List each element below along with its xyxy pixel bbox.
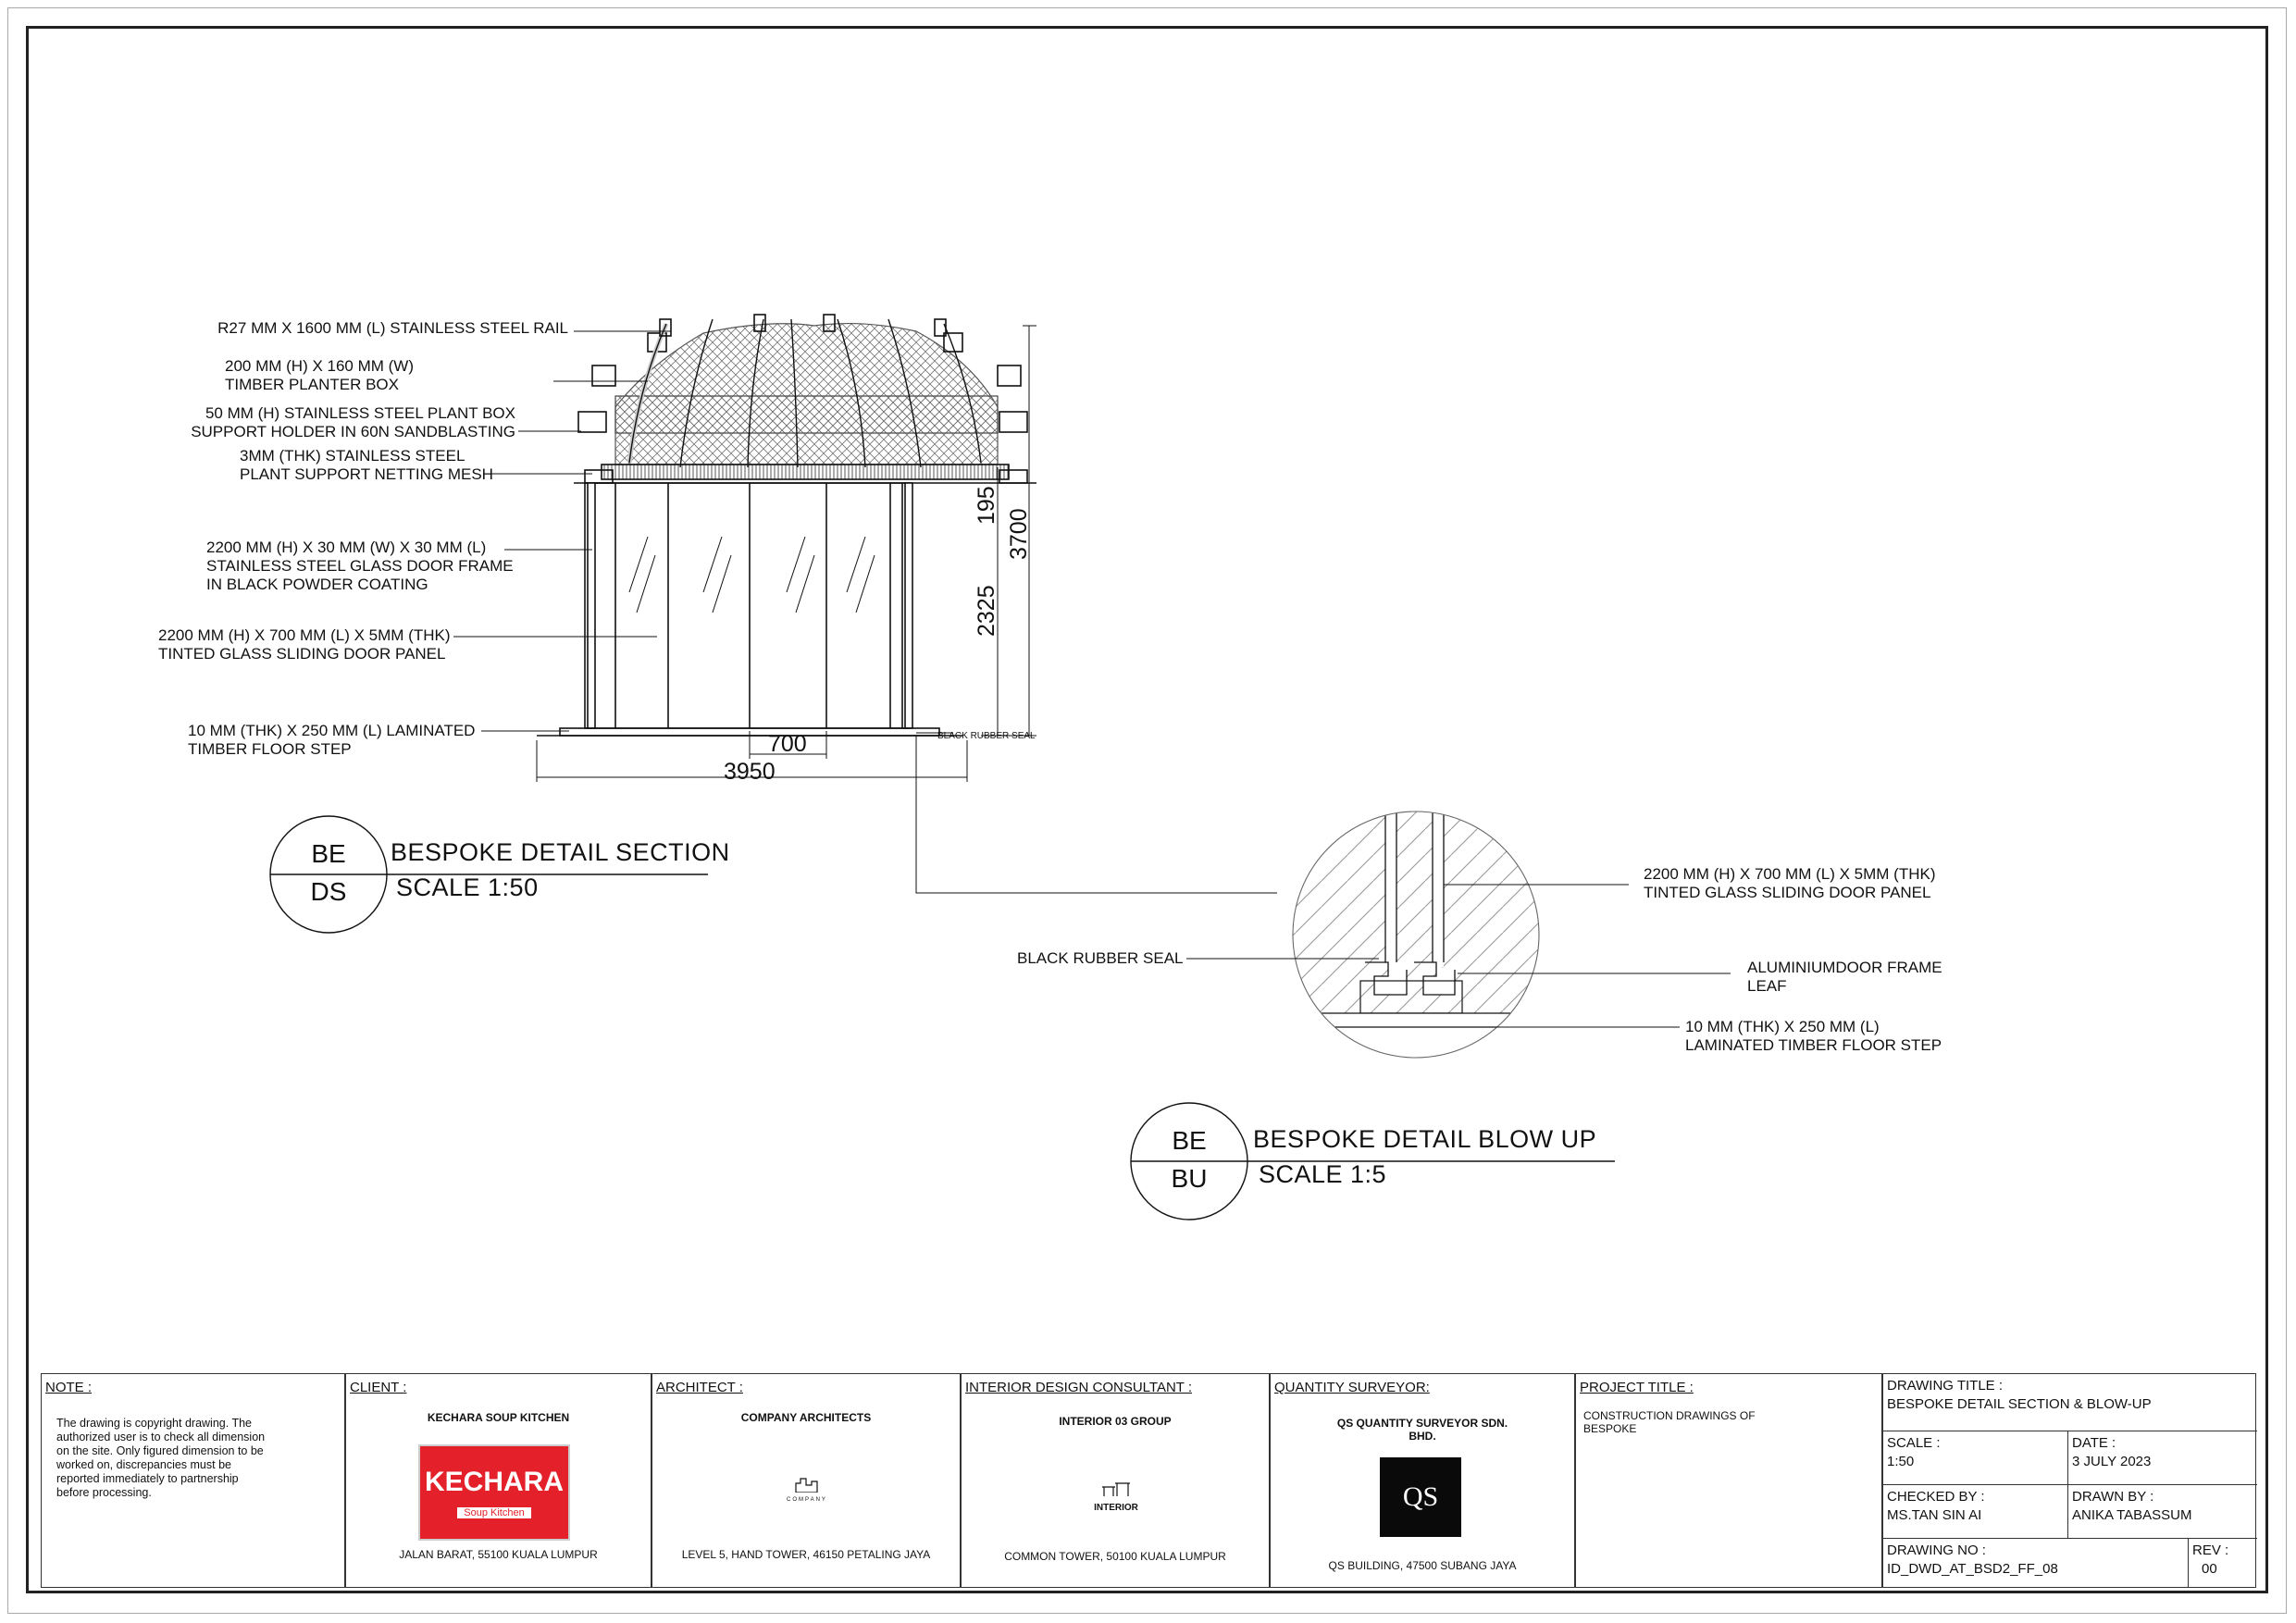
blowup-tag-bottom: BU <box>1171 1164 1208 1193</box>
tb-note-head: NOTE : <box>45 1380 93 1395</box>
tb-date-cell <box>2068 1431 2257 1485</box>
label-timber-planter-box: 200 MM (H) X 160 MM (W) TIMBER PLANTER BOX <box>225 357 415 393</box>
tb-architect-address: LEVEL 5, HAND TOWER, 46150 PETALING JAYA <box>681 1548 931 1561</box>
blowup-title: BESPOKE DETAIL BLOW UP <box>1253 1125 1597 1153</box>
tb-interior <box>961 1373 1270 1588</box>
tb-project <box>1575 1373 1882 1588</box>
tb-qs-address: QS BUILDING, 47500 SUBANG JAYA <box>1328 1559 1517 1572</box>
dim-3700: 3700 <box>1006 508 1032 560</box>
tb-scale-value: 1:50 <box>1887 1454 1915 1469</box>
label-tinted-glass-panel: 2200 MM (H) X 700 MM (L) X 5MM (THK) TINTED GLASS SLIDING DOOR PANEL <box>158 626 451 663</box>
planter-dome <box>615 324 998 465</box>
kechara-logo-sub: Soup Kitchen <box>457 1507 531 1518</box>
tb-drawing-info <box>1882 1373 2256 1588</box>
kechara-logo <box>418 1444 570 1541</box>
tb-scale-cell <box>1883 1431 2068 1485</box>
tb-drawing-title-label: DRAWING TITLE : <box>1887 1378 2004 1394</box>
tb-client-address: JALAN BARAT, 55100 KUALA LUMPUR <box>399 1548 598 1561</box>
company-logo-text: COMPANY <box>787 1497 827 1503</box>
section-tag-bottom: DS <box>310 877 347 906</box>
tb-rev-cell <box>2189 1539 2257 1587</box>
label-netting-mesh: 3MM (THK) STAINLESS STEEL PLANT SUPPORT NETTING MESH <box>240 447 493 483</box>
kechara-logo-text: KECHARA <box>425 1467 564 1497</box>
tb-client-head: CLIENT : <box>350 1380 407 1395</box>
tb-qs-name: QS QUANTITY SURVEYOR SDN. BHD. <box>1336 1417 1508 1443</box>
label-laminated-floor-step: 10 MM (THK) X 250 MM (L) LAMINATED TIMBER FLOOR STEP <box>188 722 476 758</box>
tb-note <box>41 1373 345 1588</box>
blowup-tag-top: BE <box>1172 1126 1207 1155</box>
blowup-label-rubber-seal: BLACK RUBBER SEAL <box>1017 949 1184 967</box>
tb-project-text: CONSTRUCTION DRAWINGS OF BESPOKE <box>1583 1409 1756 1435</box>
qs-logo <box>1380 1457 1461 1537</box>
tb-architect-name: COMPANY ARCHITECTS <box>740 1411 872 1424</box>
tb-checked-label: CHECKED BY : <box>1887 1489 1985 1505</box>
qs-logo-text: QS <box>1402 1481 1439 1512</box>
tb-note-text: The drawing is copyright drawing. The authorized user is to check all dimension on the site. Only figured dimension to be worked on, discrepancies must be reported immediately to partnership before processing. <box>56 1417 266 1499</box>
tb-qs <box>1270 1373 1575 1588</box>
tb-architect <box>652 1373 961 1588</box>
tb-drawing-title-cell <box>1883 1374 2257 1431</box>
tb-architect-head: ARCHITECT : <box>656 1380 743 1395</box>
tb-checked-value: MS.TAN SIN AI <box>1887 1507 1982 1523</box>
tb-drawn-cell <box>2068 1485 2257 1539</box>
dim-700: 700 <box>768 731 807 757</box>
blowup-label-door-frame: ALUMINIUMDOOR FRAME LEAF <box>1747 959 1942 995</box>
interior-logo <box>1079 1476 1153 1513</box>
tb-drawn-label: DRAWN BY : <box>2072 1489 2154 1505</box>
tb-checked-cell <box>1883 1485 2068 1539</box>
blowup-label-glass-panel: 2200 MM (H) X 700 MM (L) X 5MM (THK) TINTED GLASS SLIDING DOOR PANEL <box>1644 865 1936 901</box>
dim-3950: 3950 <box>724 759 776 785</box>
tb-client-name: KECHARA SOUP KITCHEN <box>427 1411 570 1424</box>
tb-client <box>345 1373 652 1588</box>
dim-2325: 2325 <box>974 585 999 637</box>
label-black-rubber-seal-small: BLACK RUBBER SEAL <box>937 731 1036 741</box>
dim-195: 195 <box>974 486 999 525</box>
interior-logo-text: INTERIOR <box>1094 1503 1138 1513</box>
section-scale: SCALE 1:50 <box>396 873 539 901</box>
tb-date-value: 3 JULY 2023 <box>2072 1454 2152 1469</box>
tb-date-label: DATE : <box>2072 1435 2116 1451</box>
tb-project-head: PROJECT TITLE : <box>1580 1380 1694 1395</box>
interior-furniture-icon <box>1100 1476 1132 1498</box>
blowup-scale: SCALE 1:5 <box>1259 1160 1387 1188</box>
tb-interior-head: INTERIOR DESIGN CONSULTANT : <box>965 1380 1193 1395</box>
tb-drawn-value: ANIKA TABASSUM <box>2072 1507 2192 1523</box>
tb-interior-name: INTERIOR 03 GROUP <box>1059 1415 1172 1428</box>
company-logo <box>770 1476 844 1503</box>
section-title: BESPOKE DETAIL SECTION <box>391 838 730 866</box>
tb-drawing-title-value: BESPOKE DETAIL SECTION & BLOW-UP <box>1887 1396 2152 1412</box>
tb-qs-head: QUANTITY SURVEYOR: <box>1274 1380 1430 1395</box>
tb-drawing-no-value: ID_DWD_AT_BSD2_FF_08 <box>1887 1561 2058 1577</box>
label-stainless-steel-rail: R27 MM X 1600 MM (L) STAINLESS STEEL RAIL <box>217 319 568 337</box>
label-plant-box-holder: 50 MM (H) STAINLESS STEEL PLANT BOX SUPPORT HOLDER IN 60N SANDBLASTING <box>191 404 515 440</box>
company-building-icon <box>793 1476 821 1493</box>
tb-drawing-no-cell <box>1883 1539 2189 1587</box>
tb-rev-label: REV : <box>2192 1542 2229 1558</box>
tb-scale-label: SCALE : <box>1887 1435 1941 1451</box>
section-tag-top: BE <box>311 839 346 868</box>
label-glass-door-frame: 2200 MM (H) X 30 MM (W) X 30 MM (L) STAINLESS STEEL GLASS DOOR FRAME IN BLACK POWDER COATING <box>206 539 514 593</box>
blowup-label-floor-step: 10 MM (THK) X 250 MM (L) LAMINATED TIMBER FLOOR STEP <box>1685 1018 1942 1054</box>
tb-interior-address: COMMON TOWER, 50100 KUALA LUMPUR <box>1004 1550 1226 1563</box>
tb-drawing-no-label: DRAWING NO : <box>1887 1542 1986 1558</box>
tb-rev-value: 00 <box>2202 1561 2217 1577</box>
